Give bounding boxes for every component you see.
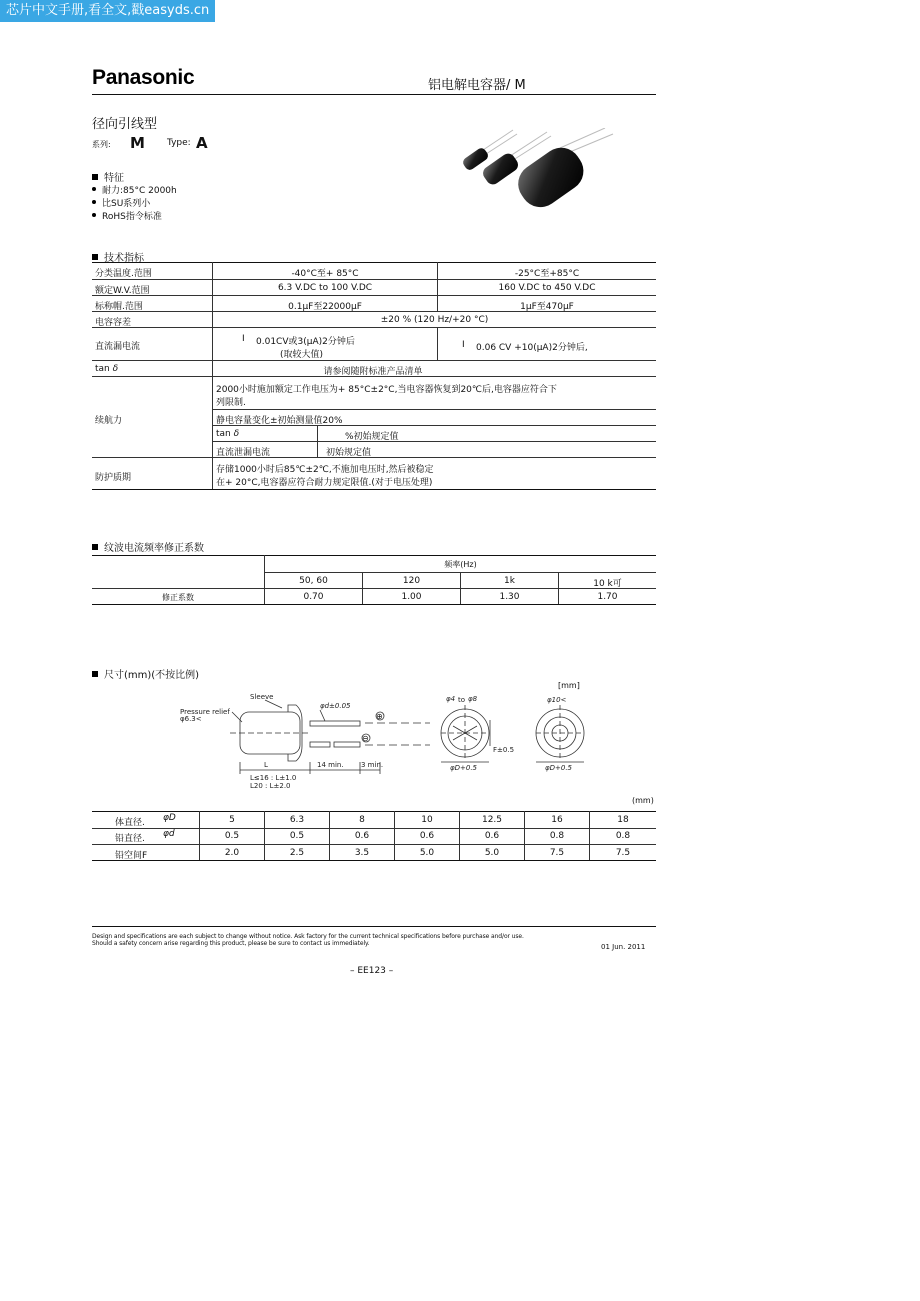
- label-phi-range-end: φ8: [468, 695, 478, 703]
- table-rule: [92, 811, 656, 812]
- spec-value: 6.3 V.DC to 100 V.DC: [277, 283, 373, 293]
- dim-cell: 2.5: [289, 848, 305, 858]
- type-label: Type:: [167, 138, 191, 148]
- frequency-value: 1k: [504, 576, 515, 586]
- dim-cell: 18: [617, 815, 629, 825]
- dimensions-heading: [92, 666, 199, 681]
- features-heading-text: 特征: [104, 173, 124, 184]
- label-14min: 14 min.: [317, 761, 344, 769]
- page-number: – EE123 –: [350, 966, 394, 976]
- bullet-icon: [92, 187, 96, 191]
- dim-cell: 12.5: [481, 815, 503, 825]
- lead-plus: [310, 721, 360, 726]
- dim-row-symbol: φD: [163, 813, 176, 823]
- label-minus: ⊖: [362, 734, 369, 743]
- correction-value: 1.30: [499, 592, 520, 602]
- spec-value: 160 V.DC to 450 V.DC: [498, 283, 596, 293]
- endurance-leak-value: 初始规定值: [326, 448, 372, 458]
- sleeve-leader: [265, 700, 282, 708]
- type-value: A: [196, 134, 208, 152]
- unit-label: [mm]: [558, 681, 580, 690]
- dim-cell: 10: [421, 815, 433, 825]
- frequency-value: 10 k可: [593, 579, 622, 589]
- bullet-icon: [92, 213, 96, 217]
- endurance-tan-value: %初始规定值: [345, 432, 399, 442]
- dim-cell: 0.5: [289, 831, 305, 841]
- label-sleeve: Sleeve: [250, 693, 274, 701]
- label-plus: ⊕: [376, 712, 383, 721]
- lead-minus-ext: [334, 742, 360, 747]
- ripple-heading-text: 纹波电流频率修正系数: [104, 543, 204, 554]
- table-divider: [317, 425, 318, 457]
- document-title: 铝电解电容器/ M: [428, 78, 526, 93]
- square-bullet-icon: [92, 671, 98, 677]
- table-divider: [437, 327, 438, 360]
- shelf-text: 存储1000小时后85℃±2℃,不施加电压时,然后被稳定: [216, 465, 434, 475]
- dimensions-heading-text: 尺寸(mm)(不按比例): [104, 670, 200, 681]
- series-value: M: [130, 134, 145, 152]
- frequency-header: 频率(Hz): [444, 560, 477, 569]
- dim-cell: 16: [551, 815, 563, 825]
- table-rule: [92, 844, 656, 845]
- footer-note: Should a safety concern arise regarding this product, please be sure to contact us immediately.: [92, 940, 370, 947]
- dim-cell: 0.6: [484, 831, 500, 841]
- dim-cell: 2.0: [224, 848, 240, 858]
- ripple-heading: [92, 539, 204, 554]
- shelf-text: 在+ 20°C,电容器应符合耐力规定限值.(对于电压处理): [216, 478, 433, 488]
- label-length-note-2: L20 : L±2.0: [250, 782, 291, 790]
- feature-item: [92, 196, 150, 209]
- features-heading: [92, 169, 124, 184]
- spec-label: 直流漏电流: [95, 342, 141, 352]
- label-L: L: [264, 761, 268, 769]
- feature-item: [92, 209, 162, 222]
- leakage-marker: I: [242, 334, 245, 344]
- delta-symbol: δ: [112, 364, 119, 374]
- product-subtitle: 径向引线型: [92, 117, 158, 132]
- label-phi-range-to: to: [458, 696, 466, 704]
- spec-label: 标称帽.范围: [95, 302, 143, 312]
- specs-heading-text: 技术指标: [104, 253, 144, 264]
- dim-cell: 8: [359, 815, 365, 825]
- spec-value: 请参阅随附标准产品清单: [323, 367, 423, 377]
- endurance-text: 列限制.: [216, 398, 246, 408]
- square-bullet-icon: [92, 174, 98, 180]
- correction-value: 1.70: [597, 592, 618, 602]
- bullet-icon: [92, 200, 96, 204]
- unit-label: (mm): [632, 796, 654, 805]
- spec-value: 1μF至470μF: [520, 302, 574, 312]
- dim-row-label: 铅直径.: [115, 834, 145, 844]
- label-phi10: φ10<: [547, 696, 567, 704]
- endurance-cap-change: 静电容量变化±初始测量值20%: [216, 416, 343, 426]
- table-rule: [92, 327, 656, 328]
- label-length-note-1: L≤16 : L±1.0: [250, 774, 297, 782]
- spec-value: -25°C至+85°C: [514, 269, 580, 279]
- table-rule: [92, 489, 656, 490]
- spec-label: 额定W.V.范围: [95, 286, 150, 296]
- site-banner[interactable]: 芯片中文手册,看全文,戳easyds.cn: [0, 0, 215, 22]
- dim-cell: 0.8: [615, 831, 631, 841]
- label-lead-spacing: F±0.5: [493, 746, 515, 754]
- ripple-row-label: 修正系数: [162, 593, 194, 602]
- leakage-marker: I: [462, 340, 465, 350]
- table-rule: [92, 860, 656, 861]
- table-rule: [92, 828, 656, 829]
- table-rule: [92, 360, 656, 361]
- table-rule: [92, 279, 656, 280]
- endurance-leak-label: 直流泄漏电流: [216, 448, 271, 458]
- spec-label: 分类温度.范围: [95, 269, 152, 279]
- label-body-diameter-a: φD+0.5: [450, 764, 478, 772]
- endurance-text: 2000小时施加额定工作电压为+ 85°C±2°C,当电容器恢复到20℃后,电容器应符合下: [216, 385, 557, 395]
- dim-cell: 5.0: [419, 848, 435, 858]
- frequency-value: 50, 60: [299, 576, 328, 586]
- feature-text: 比SU系列小: [102, 199, 151, 209]
- dim-cell: 7.5: [615, 848, 631, 858]
- frequency-value: 120: [402, 576, 421, 586]
- footer-rule: [92, 926, 656, 927]
- square-bullet-icon: [92, 254, 98, 260]
- dim-cell: 0.6: [419, 831, 435, 841]
- tan-text: tan: [216, 429, 231, 439]
- series-label: 系列:: [92, 140, 111, 149]
- feature-text: 耐力:85°C 2000h: [102, 186, 177, 196]
- table-rule: [212, 409, 656, 410]
- correction-value: 0.70: [303, 592, 324, 602]
- label-3min: 3 min.: [361, 761, 384, 769]
- dim-cell: 6.3: [289, 815, 305, 825]
- dim-row-label: 铅空间F: [115, 851, 148, 861]
- header-rule: [92, 94, 656, 95]
- spec-label: [95, 364, 118, 374]
- spec-value: -40°C至+ 85°C: [291, 269, 359, 279]
- spec-label: 续航力: [95, 416, 123, 426]
- feature-item: [92, 183, 177, 196]
- dimension-drawing: [170, 690, 600, 795]
- dim-cell: 5: [229, 815, 235, 825]
- table-rule: [92, 555, 656, 556]
- label-phi-range-start: φ4: [446, 695, 456, 703]
- label-lead-diameter: φd±0.05: [320, 702, 351, 710]
- dim-cell: 0.6: [354, 831, 370, 841]
- dim-cell: 3.5: [354, 848, 370, 858]
- feature-text: RoHS指令标准: [102, 212, 162, 222]
- brand-logo: Panasonic: [92, 66, 195, 89]
- dim-cell: 0.5: [224, 831, 240, 841]
- dim-cell: 7.5: [549, 848, 565, 858]
- dim-row-symbol: φd: [163, 829, 175, 839]
- spec-label: 防护质期: [95, 473, 132, 483]
- correction-value: 1.00: [401, 592, 422, 602]
- capacitor-photo: [455, 128, 625, 218]
- label-pressure-size: φ6.3<: [180, 715, 202, 723]
- table-rule: [92, 457, 656, 458]
- dim-cell: 0.8: [549, 831, 565, 841]
- square-bullet-icon: [92, 544, 98, 550]
- dim-cell: 5.0: [484, 848, 500, 858]
- spec-value: 0.1μF至22000μF: [288, 302, 362, 312]
- dim-row-label: 体直径.: [115, 818, 145, 828]
- table-rule: [92, 295, 656, 296]
- footer-note: Design and specifications are each subject to change without notice. Ask factory for the current technical specifications before purchase and/or use.: [92, 933, 524, 940]
- footer-date: 01 Jun. 2011: [601, 943, 646, 951]
- table-rule: [92, 604, 656, 605]
- table-rule: [92, 262, 656, 263]
- spec-label: 电容容差: [95, 318, 132, 328]
- label-pressure-relief: Pressure relief: [180, 708, 230, 716]
- leakage-formula: 0.01CV或3(μA)2分钟后: [256, 337, 355, 347]
- label-body-diameter-b: φD+0.5: [545, 764, 573, 772]
- endurance-tan-label: [216, 429, 239, 439]
- leakage-formula: 0.06 CV +10(μA)2分钟后,: [476, 343, 588, 353]
- lead-minus: [310, 742, 330, 747]
- tan-text: tan: [95, 364, 110, 374]
- spec-value: ±20 % (120 Hz/+20 °C): [380, 315, 489, 325]
- table-rule: [212, 441, 656, 442]
- delta-symbol: δ: [233, 429, 240, 439]
- leakage-note: (取较大值): [280, 350, 324, 360]
